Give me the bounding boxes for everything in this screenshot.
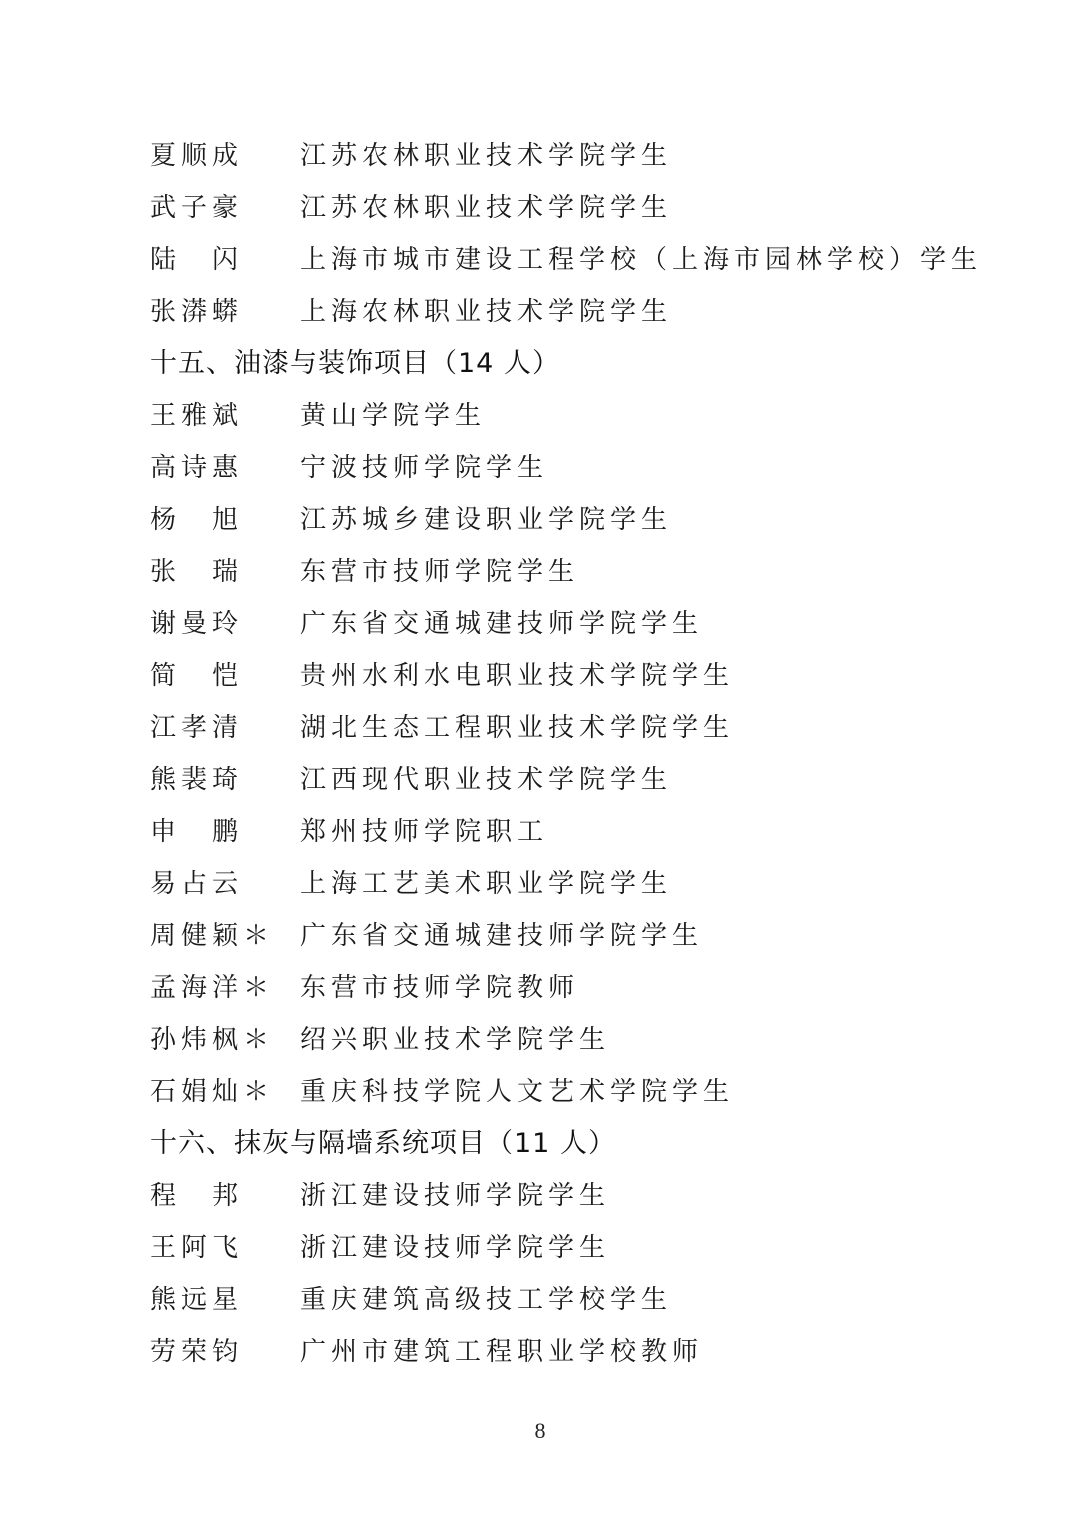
person-name: 石娟灿＊ [150, 1077, 275, 1107]
list-item [150, 1222, 990, 1274]
organization: 郑州技师学院职工 [300, 817, 549, 847]
person-name: 熊远星 [150, 1285, 244, 1315]
person-name: 张漭蟒 [150, 297, 244, 327]
organization: 广州市建筑工程职业学校教师 [300, 1337, 704, 1367]
person-name: 张 瑞 [150, 557, 244, 587]
person-name: 熊裴琦 [150, 765, 244, 795]
list-item [150, 1014, 990, 1066]
list-item [150, 442, 990, 494]
section-heading: 十六、抹灰与隔墙系统项目（11 人） [150, 1128, 616, 1159]
person-name: 孟海洋＊ [150, 973, 275, 1003]
list-item [150, 806, 990, 858]
organization: 宁波技师学院学生 [300, 453, 549, 483]
list-item [150, 598, 990, 650]
list-item [150, 390, 990, 442]
organization: 重庆科技学院人文艺术学院学生 [300, 1077, 735, 1107]
organization: 江苏农林职业技术学院学生 [300, 141, 673, 171]
person-name: 江孝清 [150, 713, 244, 743]
organization: 江西现代职业技术学院学生 [300, 765, 673, 795]
list-item [150, 702, 990, 754]
person-name: 杨 旭 [150, 505, 244, 535]
organization: 东营市技师学院教师 [300, 973, 580, 1003]
organization: 江苏农林职业技术学院学生 [300, 193, 673, 223]
organization: 东营市技师学院学生 [300, 557, 580, 587]
list-item [150, 910, 990, 962]
organization: 广东省交通城建技师学院学生 [300, 609, 704, 639]
organization: 浙江建设技师学院学生 [300, 1233, 611, 1263]
person-name: 王阿飞 [150, 1233, 244, 1263]
organization: 黄山学院学生 [300, 401, 487, 431]
list-item [150, 1170, 990, 1222]
list-item [150, 1066, 990, 1118]
section-heading: 十五、油漆与装饰项目（14 人） [150, 348, 560, 379]
list-item [150, 962, 990, 1014]
page-number: 8 [534, 1418, 546, 1443]
person-name: 劳荣钧 [150, 1337, 244, 1367]
organization: 重庆建筑高级技工学校学生 [300, 1285, 673, 1315]
list-item [150, 1326, 990, 1378]
organization: 江苏城乡建设职业学院学生 [300, 505, 673, 535]
person-name: 谢曼玲 [150, 609, 244, 639]
list-item [150, 1274, 990, 1326]
document-body [150, 130, 990, 1378]
list-item [150, 494, 990, 546]
organization: 广东省交通城建技师学院学生 [300, 921, 704, 951]
person-name: 易占云 [150, 869, 244, 899]
list-item [150, 286, 990, 338]
organization: 浙江建设技师学院学生 [300, 1181, 611, 1211]
organization: 上海工艺美术职业学院学生 [300, 869, 673, 899]
person-name: 周健颖＊ [150, 921, 275, 951]
list-item [150, 182, 990, 234]
organization: 上海农林职业技术学院学生 [300, 297, 673, 327]
list-item [150, 858, 990, 910]
person-name: 申 鹏 [150, 817, 244, 847]
person-name: 武子豪 [150, 193, 244, 223]
person-name: 陆 闪 [150, 245, 244, 275]
list-item [150, 130, 990, 182]
person-name: 高诗惠 [150, 453, 244, 483]
list-item [150, 754, 990, 806]
person-name: 程 邦 [150, 1181, 244, 1211]
person-name: 简 恺 [150, 661, 244, 691]
organization: 湖北生态工程职业技术学院学生 [300, 713, 735, 743]
organization: 贵州水利水电职业技术学院学生 [300, 661, 735, 691]
organization: 上海市城市建设工程学校（上海市园林学校）学生 [300, 245, 983, 275]
list-item [150, 234, 990, 286]
person-name: 孙炜枫＊ [150, 1025, 275, 1055]
list-item [150, 650, 990, 702]
organization: 绍兴职业技术学院学生 [300, 1025, 611, 1055]
list-item [150, 546, 990, 598]
person-name: 王雅斌 [150, 401, 244, 431]
person-name: 夏顺成 [150, 141, 244, 171]
